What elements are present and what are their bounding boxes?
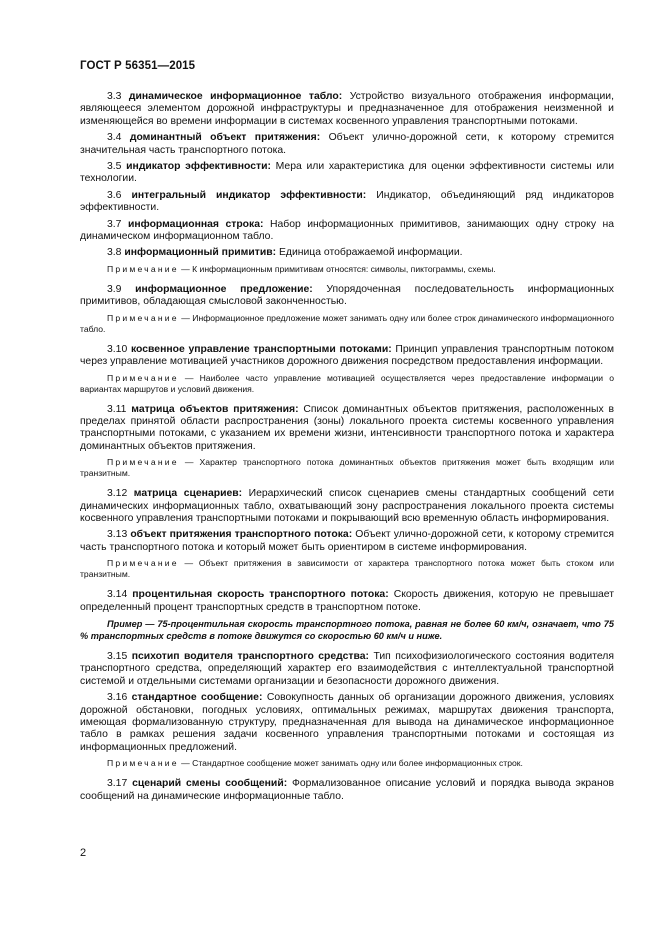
term-text: Иерархический список сценариев смены стандартных сообщений сети динамических информационных табло, охватывающий зону распространения локального проекта системы косвенного управления транспортными потоками и покрывающий всю временную область информирования.: [80, 488, 615, 524]
term-number: 3.12: [107, 488, 128, 500]
term-text: Принцип управления транспортным потоком через управление мотивацией участников дорожного движения посредством предоставления информации.: [80, 343, 614, 368]
example: Пример — 75-процентильная скорость транспортного потока, равная не более 60 км/ч, означает, что 75 % транспортных средств в потоке движутся со скоростью 60 км/ч и ниже.: [80, 618, 614, 641]
term-definition: [80, 529, 614, 554]
note-text: — Объект притяжения в зависимости от характера транспортного потока может быть стоком или транзитным.: [80, 558, 615, 580]
term-text: Скорость движения, которую не превышает определенный процент транспортных средств в транспортном потоке.: [80, 589, 614, 613]
term-definition: [80, 247, 614, 259]
term-number: 3.3: [107, 91, 122, 102]
term-number: 3.9: [107, 283, 122, 295]
note-label: Примечание: [107, 312, 179, 323]
term-number: 3.7: [107, 218, 122, 230]
term-number: 3.14: [107, 589, 128, 601]
term-name: динамическое информационное табло:: [128, 91, 343, 102]
note: [80, 457, 614, 479]
term-definition: [80, 219, 614, 244]
note-label: Примечание: [107, 558, 179, 569]
term-text: Индикатор, объединяющий ряд индикаторов эффективности.: [80, 189, 615, 214]
term-definition: [80, 778, 614, 803]
note-text: — К информационным примитивам относятся: символы, пиктограммы, схемы.: [181, 263, 496, 274]
term-name: стандартное сообщение:: [131, 692, 263, 704]
term-text: Список доминантных объектов притяжения, расположенных в пределах принятой области распространения (зоны) локального проекта системы косвенного управления транспортными потоками, с указанием их времени жизни, интенсивности транспортного потока и характера доминантных объектов притяжения.: [80, 403, 614, 452]
term-name: сценарий смены сообщений:: [132, 778, 288, 790]
term-definition: [80, 692, 614, 754]
term-name: индикатор эффективности:: [126, 161, 271, 173]
term-text: Объект улично-дорожной сети, к которому стремится часть транспортного потока и который может быть ориентиром в системе информирования.: [80, 529, 614, 553]
term-text: Мера или характеристика для оценки эффективности системы или технологии.: [80, 161, 615, 185]
note-text: — Стандартное сообщение может занимать одну или более информационных строк.: [181, 758, 523, 769]
term-number: 3.17: [107, 778, 128, 790]
note: [80, 758, 614, 769]
term-text: Объект улично-дорожной сети, к которому стремится значительная часть транспортного потока.: [80, 132, 615, 156]
term-name: косвенное управление транспортными потоками:: [130, 343, 392, 355]
term-definition: [80, 404, 614, 454]
note: [80, 558, 614, 580]
term-number: 3.13: [107, 529, 128, 541]
term-number: 3.11: [107, 403, 127, 415]
note-text: — Наиболее часто управление мотивацией осуществляется через предоставление информации о вариантах маршрутов и условий движения.: [80, 372, 614, 394]
term-number: 3.6: [107, 189, 122, 201]
term-name: доминантный объект притяжения:: [129, 132, 321, 144]
term-text: Единица отображаемой информации.: [278, 247, 463, 259]
term-text: Устройство визуального отображения информации, являющееся элементом дорожной инфраструктуры и предназначенное для отображения неизменной и изменяющейся во времени информации в системах косвенного управления транспортными потоками.: [80, 91, 614, 127]
term-name: психотип водителя транспортного средства:: [131, 650, 369, 662]
term-name: интегральный индикатор эффективности:: [131, 189, 367, 201]
document-body: [80, 91, 614, 807]
term-definition: [80, 91, 614, 128]
term-number: 3.4: [107, 132, 122, 144]
term-definition: [80, 284, 614, 309]
term-text: Совокупность данных об организации дорожного движения, условиях дорожной обстановки, погодных условиях, оптимальных режимах, маршрутах движения транспорта, имеющая формализованную структуру, предназначенная для вывода на динамическое информационное табло в рамках решения задачи косвенного управления транспортными потоками и состоящая из информационных предложений.: [80, 692, 615, 753]
term-definition: [80, 161, 614, 186]
term-text: Тип психофизиологического состояния водителя транспортного средства, определяющий характер его взаимодействия с интеллектуальной транспортной системой и отдельными системами организации и безопасности дорожного движения.: [80, 650, 615, 687]
term-definition: [80, 190, 614, 215]
term-name: информационный примитив:: [124, 247, 277, 259]
note-label: Примечание: [107, 758, 179, 769]
term-number: 3.15: [107, 650, 128, 662]
note: [80, 264, 614, 275]
term-number: 3.8: [107, 247, 122, 259]
page-number: 2: [80, 847, 87, 859]
term-number: 3.16: [107, 692, 128, 704]
document-header: ГОСТ Р 56351—2015: [80, 60, 196, 72]
note-label: Примечание: [107, 457, 179, 468]
note: [80, 313, 614, 335]
term-text: Набор информационных примитивов, занимающих одну строку на динамическом информационном табло.: [80, 218, 615, 243]
term-text: Формализованное описание условий и порядка вывода экранов сообщений на динамические информационные табло.: [80, 778, 615, 802]
note-label: Примечание: [107, 263, 179, 274]
note: [80, 373, 614, 395]
term-name: информационная строка:: [127, 218, 264, 230]
term-name: матрица объектов притяжения:: [131, 403, 299, 415]
term-definition: [80, 589, 614, 614]
term-definition: [80, 488, 614, 525]
note-text: — Информационное предложение может занимать одну или более строк динамического информационного табло.: [80, 312, 615, 334]
term-name: матрица сценариев:: [133, 488, 243, 500]
term-text: Упорядоченная последовательность информационных примитивов, обладающая смысловой законченностью.: [80, 283, 614, 308]
term-definition: [80, 344, 614, 369]
term-name: объект притяжения транспортного потока:: [130, 529, 353, 541]
term-definition: [80, 651, 614, 688]
term-number: 3.5: [107, 161, 122, 173]
term-definition: [80, 132, 614, 157]
note-label: Примечание: [107, 372, 179, 383]
term-number: 3.10: [107, 343, 128, 355]
term-name: информационное предложение:: [135, 283, 313, 295]
note-text: — Характер транспортного потока доминантных объектов притяжения может быть входящим или транзитным.: [80, 457, 614, 479]
term-name: процентильная скорость транспортного потока:: [132, 589, 389, 601]
